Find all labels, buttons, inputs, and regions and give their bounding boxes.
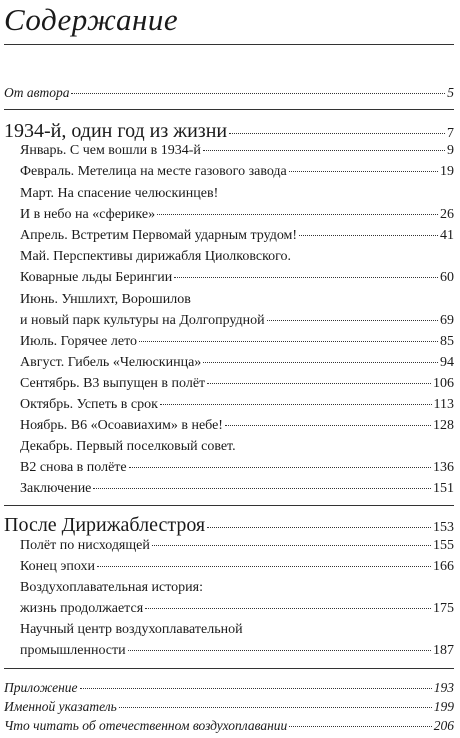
dot-leader — [229, 133, 445, 134]
toc-entry-apr[interactable] — [20, 228, 454, 244]
toc-entry-mar[interactable] — [20, 207, 454, 223]
toc-entry-history[interactable] — [20, 601, 454, 617]
toc-entry-label: От автора — [4, 85, 70, 100]
toc-entry-history-line1[interactable]: Воздухоплавательная история: — [20, 580, 203, 595]
toc-entry-label: Ноябрь. В6 «Осоавиахим» в небе! — [20, 418, 223, 433]
toc-entry-may-line1[interactable]: Май. Перспективы дирижабля Циолковского. — [20, 249, 292, 264]
toc-entry-page: 94 — [440, 355, 454, 370]
toc-entry-page: 155 — [433, 538, 454, 553]
toc-entry-label: Октябрь. Успеть в срок — [20, 397, 158, 412]
toc-entry-page: 60 — [440, 270, 454, 285]
dot-leader — [203, 150, 445, 151]
toc-entry-science[interactable] — [20, 643, 454, 659]
toc-entry-dec-line1[interactable]: Декабрь. Первый поселковый совет. — [20, 439, 236, 454]
toc-entry-label: жизнь продолжается — [20, 601, 144, 616]
toc-entry-page: 193 — [433, 680, 454, 695]
toc-entry-appendix[interactable] — [4, 680, 454, 696]
toc-entry-label: промышленности — [20, 643, 126, 658]
toc-entry-label: Июль. Горячее лето — [20, 334, 137, 349]
toc-part-page: 7 — [447, 126, 454, 141]
toc-entry-page: 206 — [433, 718, 454, 733]
toc-part-label: 1934-й, один год из жизни — [4, 120, 228, 142]
toc-entry-page: 69 — [440, 313, 454, 328]
toc-entry-feb[interactable] — [20, 164, 454, 180]
section-rule — [4, 505, 454, 506]
toc-entry-conclusion[interactable] — [20, 481, 454, 497]
toc-entry-jun-line1[interactable]: Июнь. Уншлихт, Ворошилов — [20, 292, 191, 307]
toc-entry-page: 199 — [433, 699, 454, 714]
toc-entry-index[interactable] — [4, 699, 454, 715]
toc-entry-mar-line1[interactable]: Март. На спасение челюскинцев! — [20, 186, 219, 201]
toc-entry-oct[interactable] — [20, 397, 454, 413]
title-rule — [4, 44, 454, 45]
toc-part-1[interactable] — [4, 120, 454, 143]
toc-entry-label: Полёт по нисходящей — [20, 538, 150, 553]
toc-entry-label: Что читать об отечественном воздухоплавании — [4, 718, 288, 733]
dot-leader — [139, 341, 438, 342]
toc-entry-aug[interactable] — [20, 355, 454, 371]
toc-entry-page: 151 — [433, 481, 454, 496]
toc-entry-page: 19 — [440, 164, 454, 179]
toc-entry-page: 175 — [433, 601, 454, 616]
dot-leader — [289, 726, 431, 727]
toc-part-label: После Дирижаблестроя — [4, 514, 206, 536]
dot-leader — [160, 404, 432, 405]
toc-entry-label: Коварные льды Берингии — [20, 270, 173, 285]
dot-leader — [174, 277, 438, 278]
toc-entry-label: Август. Гибель «Челюскинца» — [20, 355, 202, 370]
dot-leader — [203, 362, 438, 363]
toc-entry-page: 5 — [447, 85, 454, 100]
dot-leader — [80, 688, 432, 689]
toc-entry-jul[interactable] — [20, 334, 454, 350]
toc-entry-reading[interactable] — [4, 718, 454, 734]
toc-entry-label: и новый парк культуры на Долгопрудной — [20, 313, 265, 328]
toc-entry-dec[interactable] — [20, 460, 454, 476]
dot-leader — [152, 545, 431, 546]
toc-entry-page: 85 — [440, 334, 454, 349]
toc-entry-decline[interactable] — [20, 538, 454, 554]
toc-entry-nov[interactable] — [20, 418, 454, 434]
dot-leader — [225, 425, 431, 426]
toc-part-2[interactable] — [4, 514, 454, 537]
toc-entry-label: Февраль. Метелица на месте газового завода — [20, 164, 287, 179]
dot-leader — [128, 650, 431, 651]
dot-leader — [267, 320, 438, 321]
dot-leader — [207, 527, 431, 528]
toc-entry-label: В2 снова в полёте — [20, 460, 127, 475]
toc-entry-label: Заключение — [20, 481, 92, 496]
dot-leader — [157, 214, 438, 215]
toc-entry-jan[interactable] — [20, 143, 454, 159]
toc-entry-jun[interactable] — [20, 313, 454, 329]
dot-leader — [119, 707, 432, 708]
section-rule — [4, 109, 454, 110]
toc-entry-page: 128 — [433, 418, 454, 433]
toc-entry-end[interactable] — [20, 559, 454, 575]
dot-leader — [93, 488, 431, 489]
toc-entry-may[interactable] — [20, 270, 454, 286]
toc-entry-label: Именной указатель — [4, 699, 117, 714]
toc-entry-label: Январь. С чем вошли в 1934-й — [20, 143, 201, 158]
toc-entry-label: Конец эпохи — [20, 559, 95, 574]
toc-entry-page: 106 — [433, 376, 454, 391]
toc-part-page: 153 — [433, 520, 454, 535]
dot-leader — [207, 383, 431, 384]
dot-leader — [97, 566, 431, 567]
toc-entry-label: Приложение — [4, 680, 78, 695]
page-title: Содержание — [4, 2, 179, 37]
dot-leader — [129, 467, 431, 468]
toc-entry-label: Апрель. Встретим Первомай ударным трудом! — [20, 228, 298, 243]
toc-entry-page: 9 — [447, 143, 454, 158]
toc-entry-page: 113 — [433, 397, 454, 412]
toc-entry-label: И в небо на «сферике» — [20, 207, 156, 222]
toc-entry-author[interactable] — [4, 85, 454, 101]
dot-leader — [71, 93, 445, 94]
toc-entry-page: 136 — [433, 460, 454, 475]
toc-entry-page: 41 — [440, 228, 454, 243]
toc-entry-sep[interactable] — [20, 376, 454, 392]
dot-leader — [145, 608, 431, 609]
dot-leader — [299, 235, 438, 236]
toc-entry-page: 26 — [440, 207, 454, 222]
toc-entry-page: 166 — [433, 559, 454, 574]
dot-leader — [289, 171, 438, 172]
toc-entry-science-line1[interactable]: Научный центр воздухоплавательной — [20, 622, 243, 637]
toc-entry-page: 187 — [433, 643, 454, 658]
section-rule — [4, 668, 454, 669]
toc-entry-label: Сентябрь. В3 выпущен в полёт — [20, 376, 206, 391]
